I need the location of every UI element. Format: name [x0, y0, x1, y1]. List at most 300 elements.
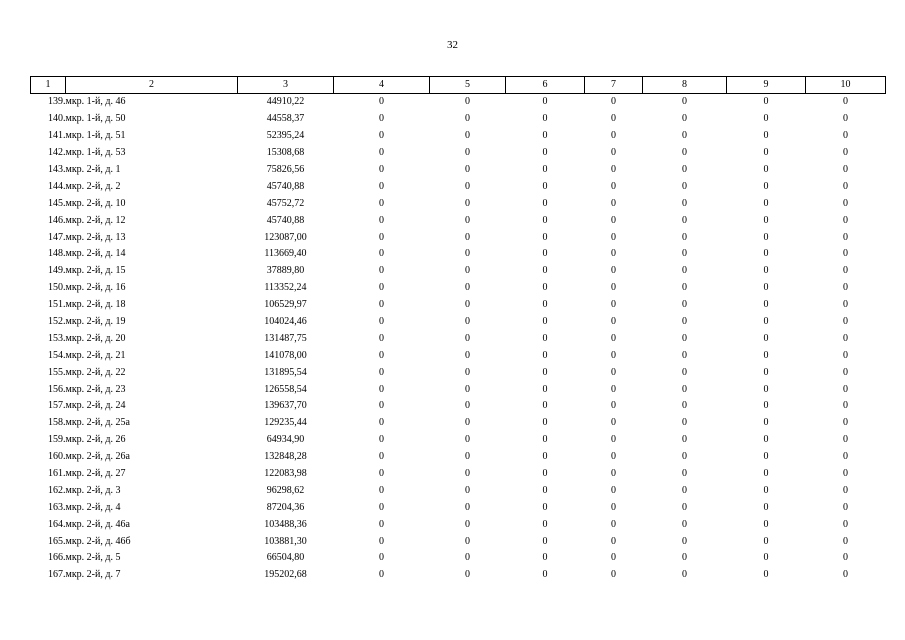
value-cell: 0 — [465, 197, 470, 209]
address-cell: мкр. 2-й, д. 4 — [65, 501, 121, 513]
column-header: 4 — [334, 77, 430, 94]
value-cell: 0 — [763, 400, 769, 412]
value-cell: 0 — [611, 265, 616, 277]
value-cell: 0 — [682, 164, 687, 175]
address-cell: мкр. 2-й, д. 26а — [65, 451, 130, 463]
table-row — [31, 314, 886, 331]
value-cell: 0 — [682, 113, 687, 125]
row-number-cell: 163. — [48, 501, 66, 513]
value-cell: 0 — [763, 518, 769, 530]
value-cell: 0 — [682, 248, 687, 260]
value-cell: 0 — [682, 130, 687, 142]
table-row — [31, 482, 886, 499]
value-cell: 0 — [611, 383, 616, 395]
value-cell: 0 — [843, 501, 848, 513]
value-cell: 0 — [465, 349, 470, 361]
value-cell: 0 — [682, 434, 687, 446]
row-number-cell: 141. — [48, 130, 66, 142]
value-cell: 0 — [611, 214, 616, 226]
value-cell: 0 — [763, 535, 769, 547]
value-cell: 0 — [843, 349, 848, 361]
value-cell: 0 — [542, 113, 548, 125]
address-cell: мкр. 2-й, д. 26 — [65, 434, 126, 446]
value-cell: 0 — [542, 383, 548, 395]
value-cell: 0 — [379, 248, 384, 260]
value-cell: 0 — [763, 130, 769, 142]
value-cell: 0 — [611, 316, 616, 328]
value-cell: 0 — [542, 417, 548, 429]
value-cell: 0 — [763, 231, 769, 243]
row-number-cell: 152. — [48, 316, 66, 328]
value-cell: 0 — [611, 366, 616, 378]
table-row — [31, 246, 886, 263]
value-cell: 103881,30 — [264, 535, 307, 547]
value-cell: 0 — [682, 535, 687, 547]
table-row — [31, 280, 886, 297]
header-row — [31, 77, 886, 94]
value-cell: 0 — [611, 248, 616, 260]
value-cell: 0 — [763, 180, 769, 192]
value-cell: 0 — [379, 400, 384, 412]
row-number-cell: 167. — [48, 569, 66, 581]
value-cell: 0 — [379, 451, 384, 463]
address-cell: мкр. 2-й, д. 18 — [65, 299, 126, 311]
value-cell: 0 — [682, 383, 687, 395]
row-number-cell: 164. — [48, 518, 66, 530]
column-header: 1 — [31, 77, 66, 94]
value-cell: 52395,24 — [266, 130, 305, 142]
value-cell: 0 — [763, 248, 769, 260]
value-cell: 66504,80 — [266, 552, 305, 564]
value-cell: 0 — [379, 282, 384, 294]
value-cell: 0 — [763, 164, 769, 175]
value-cell: 0 — [763, 484, 769, 496]
value-cell: 0 — [465, 265, 470, 277]
table-row — [31, 347, 886, 364]
value-cell: 0 — [763, 552, 769, 564]
value-cell: 0 — [682, 147, 687, 159]
value-cell: 0 — [379, 197, 384, 209]
table-row — [31, 516, 886, 533]
value-cell: 0 — [843, 535, 848, 547]
value-cell: 0 — [843, 113, 848, 125]
page-number: 32 — [447, 39, 458, 51]
row-number-cell: 162. — [48, 484, 66, 496]
value-cell: 0 — [611, 299, 616, 311]
row-number-cell: 157. — [48, 400, 66, 412]
value-cell: 0 — [682, 451, 687, 463]
value-cell: 0 — [379, 518, 384, 530]
value-cell: 0 — [611, 434, 616, 446]
value-cell: 126558,54 — [264, 383, 307, 395]
address-cell: мкр. 1-й, д. 53 — [65, 147, 126, 159]
value-cell: 0 — [611, 147, 616, 159]
address-cell: мкр. 2-й, д. 16 — [65, 282, 126, 294]
value-cell: 0 — [843, 518, 848, 530]
value-cell: 0 — [843, 366, 848, 378]
value-cell: 0 — [465, 434, 470, 446]
value-cell: 37889,80 — [266, 265, 305, 277]
value-cell: 0 — [682, 349, 687, 361]
value-cell: 0 — [843, 164, 848, 175]
value-cell: 0 — [763, 468, 769, 480]
value-cell: 0 — [763, 299, 769, 311]
address-cell: мкр. 2-й, д. 22 — [65, 366, 126, 378]
address-cell: мкр. 2-й, д. 10 — [65, 197, 126, 209]
value-cell: 0 — [465, 569, 470, 581]
value-cell: 195202,68 — [264, 569, 307, 581]
value-cell: 75826,56 — [266, 164, 305, 175]
value-cell: 0 — [465, 282, 470, 294]
table-row — [31, 162, 886, 179]
value-cell: 0 — [542, 248, 548, 260]
value-cell: 0 — [611, 282, 616, 294]
value-cell: 0 — [611, 535, 616, 547]
value-cell: 0 — [682, 366, 687, 378]
value-cell: 0 — [542, 552, 548, 564]
value-cell: 0 — [763, 569, 769, 581]
value-cell: 0 — [611, 197, 616, 209]
value-cell: 0 — [542, 316, 548, 328]
value-cell: 0 — [465, 316, 470, 328]
value-cell: 0 — [763, 451, 769, 463]
value-cell: 0 — [843, 197, 848, 209]
value-cell: 0 — [542, 501, 548, 513]
value-cell: 0 — [763, 316, 769, 328]
value-cell: 0 — [379, 552, 384, 564]
value-cell: 0 — [379, 349, 384, 361]
table-row — [31, 178, 886, 195]
column-header: 7 — [585, 77, 643, 94]
value-cell: 87204,36 — [266, 501, 305, 513]
row-number-cell: 143. — [48, 164, 66, 175]
value-cell: 45740,88 — [266, 180, 305, 192]
value-cell: 0 — [843, 451, 848, 463]
value-cell: 0 — [611, 484, 616, 496]
address-cell: мкр. 2-й, д. 12 — [65, 214, 126, 226]
table-row — [31, 364, 886, 381]
row-number-cell: 142. — [48, 147, 66, 159]
row-number-cell: 151. — [48, 299, 66, 311]
value-cell: 0 — [379, 468, 384, 480]
value-cell: 0 — [763, 501, 769, 513]
value-cell: 0 — [763, 349, 769, 361]
value-cell: 0 — [763, 147, 769, 159]
value-cell: 0 — [379, 164, 384, 175]
value-cell: 0 — [465, 451, 470, 463]
address-cell: мкр. 1-й, д. 51 — [65, 130, 126, 142]
value-cell: 0 — [611, 518, 616, 530]
value-cell: 0 — [843, 400, 848, 412]
value-cell: 0 — [682, 332, 687, 344]
value-cell: 0 — [763, 96, 769, 108]
value-cell: 0 — [682, 552, 687, 564]
address-cell: мкр. 1-й, д. 50 — [65, 113, 126, 125]
row-number-cell: 159. — [48, 434, 66, 446]
value-cell: 0 — [763, 434, 769, 446]
value-cell: 0 — [379, 501, 384, 513]
address-cell: мкр. 2-й, д. 27 — [65, 468, 126, 480]
value-cell: 0 — [542, 265, 548, 277]
value-cell: 0 — [379, 332, 384, 344]
value-cell: 0 — [542, 96, 548, 108]
value-cell: 0 — [611, 417, 616, 429]
column-header: 6 — [506, 77, 585, 94]
value-cell: 0 — [843, 468, 848, 480]
row-number-cell: 161. — [48, 468, 66, 480]
value-cell: 139637,70 — [264, 400, 307, 412]
table-row — [31, 229, 886, 246]
value-cell: 0 — [843, 248, 848, 260]
address-cell: мкр. 2-й, д. 20 — [65, 332, 126, 344]
address-cell: мкр. 2-й, д. 46а — [65, 518, 130, 530]
address-cell: мкр. 2-й, д. 19 — [65, 316, 126, 328]
address-cell: мкр. 2-й, д. 25а — [65, 417, 130, 429]
address-cell: мкр. 2-й, д. 15 — [65, 265, 126, 277]
value-cell: 0 — [763, 366, 769, 378]
value-cell: 0 — [465, 130, 470, 142]
value-cell: 0 — [611, 501, 616, 513]
value-cell: 0 — [542, 434, 548, 446]
value-cell: 122083,98 — [264, 468, 307, 480]
value-cell: 0 — [542, 535, 548, 547]
value-cell: 0 — [611, 164, 616, 175]
value-cell: 0 — [682, 518, 687, 530]
value-cell: 0 — [379, 231, 384, 243]
value-cell: 0 — [611, 451, 616, 463]
value-cell: 0 — [379, 569, 384, 581]
value-cell: 0 — [682, 180, 687, 192]
value-cell: 103488,36 — [264, 518, 307, 530]
value-cell: 0 — [542, 569, 548, 581]
value-cell: 0 — [843, 552, 848, 564]
address-cell: мкр. 2-й, д. 13 — [65, 231, 126, 243]
table-row — [31, 128, 886, 145]
value-cell: 0 — [763, 282, 769, 294]
table-row — [31, 111, 886, 128]
value-cell: 0 — [379, 316, 384, 328]
value-cell: 0 — [682, 400, 687, 412]
value-cell: 0 — [465, 383, 470, 395]
value-cell: 0 — [843, 282, 848, 294]
value-cell: 0 — [465, 366, 470, 378]
value-cell: 0 — [465, 231, 470, 243]
value-cell: 0 — [542, 164, 548, 175]
value-cell: 0 — [611, 96, 616, 108]
value-cell: 0 — [611, 180, 616, 192]
value-cell: 45740,88 — [266, 214, 305, 226]
value-cell: 0 — [682, 484, 687, 496]
value-cell: 0 — [611, 400, 616, 412]
row-number-cell: 153. — [48, 332, 66, 344]
value-cell: 0 — [542, 332, 548, 344]
value-cell: 44910,22 — [266, 96, 305, 108]
value-cell: 0 — [763, 197, 769, 209]
column-header: 10 — [806, 77, 886, 94]
value-cell: 0 — [465, 400, 470, 412]
value-cell: 0 — [843, 332, 848, 344]
value-cell: 0 — [843, 180, 848, 192]
row-number-cell: 150. — [48, 282, 66, 294]
value-cell: 0 — [682, 231, 687, 243]
value-cell: 0 — [379, 417, 384, 429]
value-cell: 0 — [611, 113, 616, 125]
value-cell: 0 — [611, 349, 616, 361]
value-cell: 0 — [465, 468, 470, 480]
address-cell: мкр. 2-й, д. 14 — [65, 248, 126, 260]
value-cell: 0 — [682, 501, 687, 513]
value-cell: 64934,90 — [266, 434, 305, 446]
value-cell: 96298,62 — [266, 484, 305, 496]
row-number-cell: 165. — [48, 535, 66, 547]
value-cell: 0 — [611, 552, 616, 564]
value-cell: 0 — [843, 214, 848, 226]
value-cell: 0 — [379, 535, 384, 547]
table-row — [31, 466, 886, 483]
value-cell: 0 — [465, 417, 470, 429]
row-number-cell: 158. — [48, 417, 66, 429]
value-cell: 0 — [843, 569, 848, 581]
value-cell: 0 — [542, 130, 548, 142]
table-row — [31, 415, 886, 432]
row-number-cell: 140. — [48, 113, 66, 125]
value-cell: 0 — [465, 248, 470, 260]
address-cell: мкр. 2-й, д. 3 — [65, 484, 121, 496]
value-cell: 0 — [465, 535, 470, 547]
value-cell: 0 — [611, 332, 616, 344]
table-row — [31, 381, 886, 398]
value-cell: 0 — [465, 214, 470, 226]
value-cell: 0 — [843, 299, 848, 311]
value-cell: 0 — [843, 484, 848, 496]
column-header: 9 — [727, 77, 806, 94]
table-row — [31, 145, 886, 162]
value-cell: 0 — [843, 383, 848, 395]
value-cell: 0 — [682, 417, 687, 429]
address-cell: мкр. 2-й, д. 24 — [65, 400, 126, 412]
value-cell: 0 — [682, 265, 687, 277]
value-cell: 0 — [843, 417, 848, 429]
table-row — [31, 263, 886, 280]
value-cell: 0 — [465, 96, 470, 108]
value-cell: 0 — [763, 417, 769, 429]
value-cell: 0 — [379, 180, 384, 192]
value-cell: 0 — [465, 113, 470, 125]
value-cell: 0 — [542, 214, 548, 226]
value-cell: 0 — [379, 299, 384, 311]
value-cell: 0 — [465, 501, 470, 513]
table-row — [31, 330, 886, 347]
column-header: 3 — [238, 77, 334, 94]
address-cell: мкр. 2-й, д. 46б — [65, 535, 131, 547]
value-cell: 0 — [379, 147, 384, 159]
value-cell: 0 — [682, 299, 687, 311]
table-row — [31, 297, 886, 314]
column-header: 5 — [430, 77, 506, 94]
value-cell: 0 — [542, 349, 548, 361]
value-cell: 0 — [465, 299, 470, 311]
value-cell: 0 — [379, 113, 384, 125]
column-header: 2 — [66, 77, 238, 94]
value-cell: 0 — [682, 316, 687, 328]
address-cell: мкр. 2-й, д. 1 — [65, 164, 121, 175]
value-cell: 106529,97 — [264, 299, 307, 311]
row-number-cell: 149. — [48, 265, 66, 277]
value-cell: 0 — [542, 231, 548, 243]
address-cell: мкр. 1-й, д. 46 — [65, 96, 126, 108]
row-number-cell: 145. — [48, 197, 66, 209]
value-cell: 0 — [542, 400, 548, 412]
value-cell: 0 — [611, 130, 616, 142]
row-number-cell: 154. — [48, 349, 66, 361]
row-number-cell: 148. — [48, 248, 66, 260]
address-cell: мкр. 2-й, д. 5 — [65, 552, 121, 564]
value-cell: 129235,44 — [264, 417, 307, 429]
value-cell: 0 — [611, 569, 616, 581]
value-cell: 0 — [843, 434, 848, 446]
value-cell: 0 — [465, 164, 470, 175]
row-number-cell: 156. — [48, 383, 66, 395]
value-cell: 0 — [542, 299, 548, 311]
value-cell: 0 — [542, 518, 548, 530]
table-row — [31, 449, 886, 466]
table-row — [31, 567, 886, 584]
value-cell: 0 — [542, 282, 548, 294]
value-cell: 132848,28 — [264, 451, 307, 463]
value-cell: 0 — [379, 383, 384, 395]
value-cell: 0 — [682, 282, 687, 294]
value-cell: 0 — [379, 130, 384, 142]
value-cell: 0 — [843, 231, 848, 243]
table-row — [31, 432, 886, 449]
value-cell: 0 — [682, 96, 687, 108]
table-row — [31, 94, 886, 111]
value-cell: 0 — [843, 96, 848, 108]
value-cell: 0 — [379, 366, 384, 378]
value-cell: 131487,75 — [264, 332, 307, 344]
value-cell: 0 — [379, 96, 384, 108]
value-cell: 0 — [682, 214, 687, 226]
value-cell: 0 — [542, 147, 548, 159]
value-cell: 0 — [379, 214, 384, 226]
value-cell: 0 — [542, 180, 548, 192]
table-row — [31, 398, 886, 415]
value-cell: 0 — [542, 197, 548, 209]
data-table — [30, 76, 886, 584]
value-cell: 0 — [379, 484, 384, 496]
column-header: 8 — [643, 77, 727, 94]
row-number-cell: 146. — [48, 214, 66, 226]
table-row — [31, 195, 886, 212]
value-cell: 141078,00 — [264, 349, 307, 361]
value-cell: 0 — [682, 468, 687, 480]
row-number-cell: 147. — [48, 231, 66, 243]
value-cell: 0 — [682, 197, 687, 209]
value-cell: 0 — [763, 113, 769, 125]
value-cell: 0 — [379, 265, 384, 277]
value-cell: 0 — [843, 265, 848, 277]
row-number-cell: 166. — [48, 552, 66, 564]
value-cell: 0 — [542, 484, 548, 496]
value-cell: 0 — [465, 332, 470, 344]
value-cell: 123087,00 — [264, 231, 307, 243]
table-row — [31, 212, 886, 229]
value-cell: 131895,54 — [264, 366, 307, 378]
value-cell: 0 — [763, 265, 769, 277]
address-cell: мкр. 2-й, д. 21 — [65, 349, 126, 361]
value-cell: 0 — [611, 468, 616, 480]
value-cell: 45752,72 — [266, 197, 305, 209]
